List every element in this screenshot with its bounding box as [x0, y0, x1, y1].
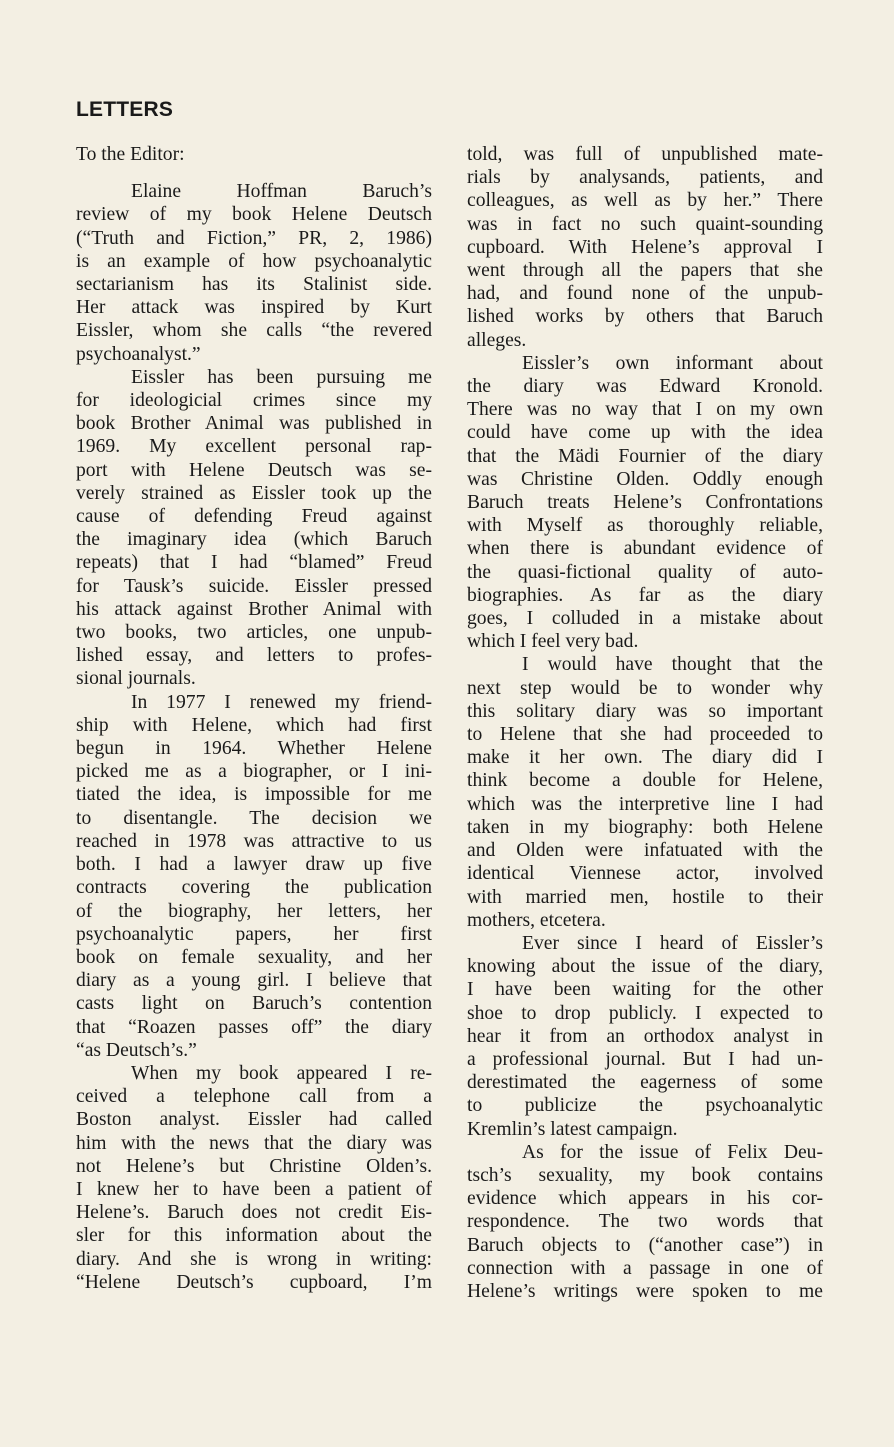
text-line: lished works by others that Baruch	[467, 306, 823, 328]
text-line: “Helene Deutsch’s cupboard, I’m	[76, 1271, 432, 1293]
text-line: next step would be to wonder why	[467, 677, 823, 699]
text-line: Kremlin’s latest campaign.	[467, 1118, 678, 1140]
text-line: lished essay, and letters to profes-	[76, 645, 432, 667]
text-line: connection with a passage in one of	[467, 1257, 823, 1279]
text-line: taken in my biography: both Helene	[467, 816, 823, 838]
text-line: told, was full of unpublished mate-	[467, 144, 823, 165]
text-line: for Tausk’s suicide. Eissler pressed	[76, 575, 432, 597]
text-line: rials by analysands, patients, and	[467, 167, 823, 189]
text-line: to disentangle. The decision we	[76, 807, 432, 829]
text-line: I would have thought that the	[522, 654, 823, 676]
left-column-body	[76, 180, 432, 1294]
text-line: and Olden were infatuated with the	[467, 840, 823, 862]
text-line: repeats) that I had “blamed” Freud	[76, 552, 432, 574]
right-column-body	[467, 143, 823, 1303]
text-line: book on female sexuality, and her	[76, 946, 432, 968]
text-line: I have been waiting for the other	[467, 979, 823, 1001]
text-line: cupboard. With Helene’s approval I	[467, 236, 823, 258]
text-line: As for the issue of Felix Deu-	[522, 1141, 823, 1163]
text-line: was Christine Olden. Oddly enough	[467, 468, 823, 490]
text-line: diary as a young girl. I believe that	[76, 970, 432, 992]
text-line: I knew her to have been a patient of	[76, 1178, 432, 1200]
text-line: contracts covering the publication	[76, 877, 432, 899]
text-line: had, and found none of the unpub-	[467, 283, 823, 305]
text-line: his attack against Brother Animal with	[76, 598, 432, 620]
text-line: shoe to drop publicly. I expected to	[467, 1002, 823, 1024]
text-line: psychoanalytic papers, her first	[76, 923, 432, 945]
text-line: Helene’s. Baruch does not credit Eis-	[76, 1202, 432, 1224]
text-line: ship with Helene, which had first	[76, 714, 432, 736]
text-line: There was no way that I on my own	[467, 399, 823, 421]
text-line: the diary was Edward Kronold.	[467, 376, 823, 398]
text-line: tiated the idea, is impossible for me	[76, 784, 432, 806]
text-line: (“Truth and Fiction,” PR, 2, 1986)	[76, 227, 432, 249]
text-line: a professional journal. But I had un-	[467, 1048, 823, 1070]
text-line: In 1977 I renewed my friend-	[131, 691, 432, 713]
text-line: biographies. As far as the diary	[467, 584, 823, 606]
text-line: to publicize the psychoanalytic	[467, 1095, 823, 1117]
text-line: begun in 1964. Whether Helene	[76, 738, 432, 760]
text-line: him with the news that the diary was	[76, 1132, 432, 1154]
text-line: could have come up with the idea	[467, 422, 823, 444]
text-line: When my book appeared I re-	[131, 1062, 432, 1084]
text-line: review of my book Helene Deutsch	[76, 204, 432, 226]
text-line: respondence. The two words that	[467, 1211, 823, 1233]
text-line: knowing about the issue of the diary,	[467, 956, 823, 978]
text-line: that “Roazen passes off” the diary	[76, 1016, 432, 1038]
text-line: port with Helene Deutsch was se-	[76, 459, 432, 481]
text-line: diary. And she is wrong in writing:	[76, 1248, 432, 1270]
text-line: that the Mädi Fournier of the diary	[467, 445, 823, 467]
text-line: which I feel very bad.	[467, 631, 639, 653]
text-line: Ever since I heard of Eissler’s	[522, 932, 823, 954]
text-line: the quasi-fictional quality of auto-	[467, 561, 823, 583]
text-line: with Myself as thoroughly reliable,	[467, 515, 823, 537]
text-line: Eissler’s own informant about	[522, 352, 823, 374]
text-line: both. I had a lawyer draw up five	[76, 854, 432, 876]
text-line: derestimated the eagerness of some	[467, 1072, 823, 1094]
section-heading: LETTERS	[76, 98, 174, 121]
text-line: hear it from an orthodox analyst in	[467, 1025, 823, 1047]
text-line: Boston analyst. Eissler had called	[76, 1109, 432, 1131]
text-line: think become a double for Helene,	[467, 770, 823, 792]
text-line: mothers, etcetera.	[467, 909, 606, 931]
text-line: ceived a telephone call from a	[76, 1086, 432, 1108]
text-line: for ideologicial crimes since my	[76, 390, 432, 412]
text-line: book Brother Animal was published in	[76, 413, 432, 435]
text-line: picked me as a biographer, or I ini-	[76, 761, 432, 783]
text-line: make it her own. The diary did I	[467, 747, 823, 769]
text-line: Eissler has been pursuing me	[131, 366, 432, 388]
text-line: Baruch objects to (“another case”) in	[467, 1234, 823, 1256]
right-column	[467, 143, 823, 1303]
text-line: went through all the papers that she	[467, 260, 823, 282]
text-line: sectarianism has its Stalinist side.	[76, 274, 432, 296]
text-line: casts light on Baruch’s contention	[76, 993, 432, 1015]
text-line: Her attack was inspired by Kurt	[76, 297, 432, 319]
salutation: To the Editor:	[76, 144, 185, 165]
text-line: tsch’s sexuality, my book contains	[467, 1164, 823, 1186]
text-line: is an example of how psychoanalytic	[76, 250, 432, 272]
text-line: sler for this information about the	[76, 1225, 432, 1247]
text-line: alleges.	[467, 329, 527, 351]
text-line: sional journals.	[76, 668, 196, 690]
text-line: was in fact no such quaint-sounding	[467, 213, 823, 235]
text-line: identical Viennese actor, involved	[467, 863, 823, 885]
text-line: goes, I colluded in a mistake about	[467, 608, 823, 630]
text-line: not Helene’s but Christine Olden’s.	[76, 1155, 432, 1177]
text-line: of the biography, her letters, her	[76, 900, 432, 922]
text-line: when there is abundant evidence of	[467, 538, 823, 560]
text-line: reached in 1978 was attractive to us	[76, 830, 432, 852]
text-line: 1969. My excellent personal rap-	[76, 436, 432, 458]
text-line: to Helene that she had proceeded to	[467, 724, 823, 746]
text-line: two books, two articles, one unpub-	[76, 622, 432, 644]
text-line: which was the interpretive line I had	[467, 793, 823, 815]
text-line: colleagues, as well as by her.” There	[467, 190, 823, 212]
text-line: the imaginary idea (which Baruch	[76, 529, 432, 551]
text-line: Elaine Hoffman Baruch’s	[131, 181, 432, 203]
text-line: with married men, hostile to their	[467, 886, 823, 908]
text-line: verely strained as Eissler took up the	[76, 482, 432, 504]
text-line: Eissler, whom she calls “the revered	[76, 320, 432, 342]
text-line: this solitary diary was so important	[467, 700, 823, 722]
text-line: psychoanalyst.”	[76, 343, 201, 365]
text-line: “as Deutsch’s.”	[76, 1039, 197, 1061]
text-line: cause of defending Freud against	[76, 506, 432, 528]
text-line: Helene’s writings were spoken to me	[467, 1280, 823, 1302]
left-column	[76, 143, 432, 1294]
text-line: Baruch treats Helene’s Confrontations	[467, 492, 823, 514]
text-line: evidence which appears in his cor-	[467, 1188, 823, 1210]
